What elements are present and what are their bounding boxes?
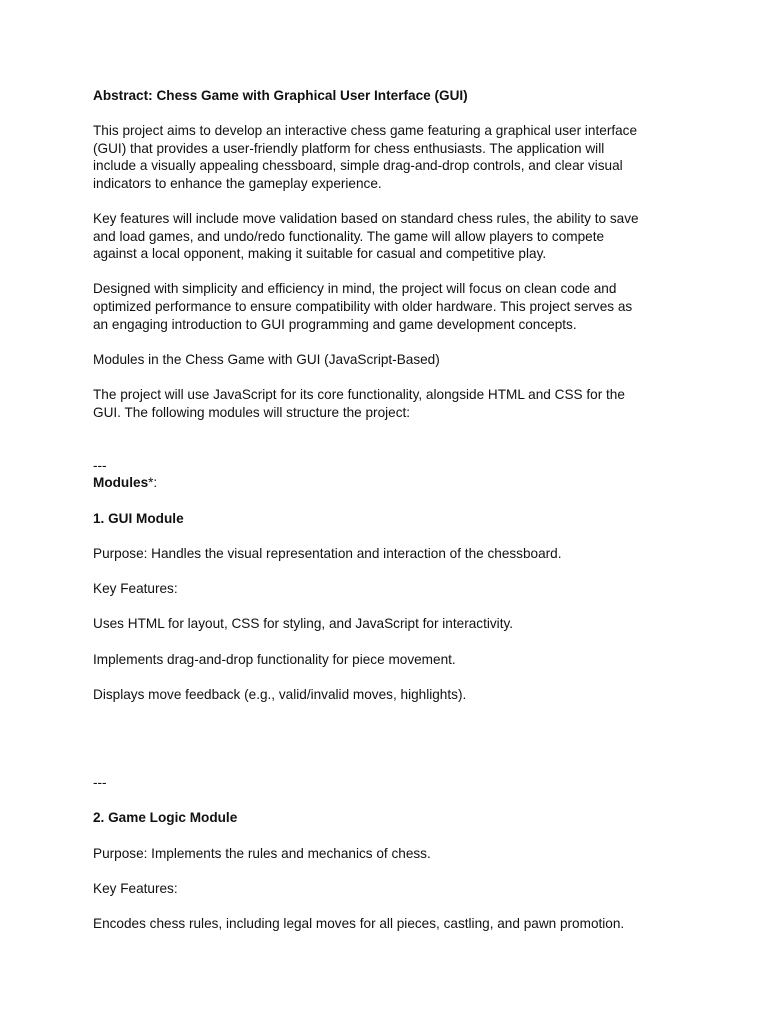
- separator: ---: [93, 458, 107, 473]
- paragraph-line: GUI. The following modules will structure the project:: [93, 405, 411, 420]
- paragraph-line: indicators to enhance the gameplay experience.: [93, 176, 382, 191]
- modules-label-suffix: *:: [148, 475, 158, 490]
- paragraph-line: This project aims to develop an interactive chess game featuring a graphical user interface: [93, 123, 638, 138]
- paragraph-line: include a visually appealing chessboard, simple drag-and-drop controls, and clear visual: [93, 158, 623, 173]
- module-1-purpose: Purpose: Handles the visual representation and interaction of the chessboard.: [93, 546, 562, 561]
- document-title: Abstract: Chess Game with Graphical User Interface (GUI): [93, 88, 468, 103]
- paragraph-line: Designed with simplicity and efficiency in mind, the project will focus on clean code and: [93, 281, 617, 296]
- module-1-key-features-label: Key Features:: [93, 581, 178, 596]
- paragraph-line: (GUI) that provides a user-friendly platform for chess enthusiasts. The application will: [93, 141, 605, 156]
- paragraph-line: and load games, and undo/redo functionality. The game will allow players to compete: [93, 229, 605, 244]
- modules-heading: Modules in the Chess Game with GUI (JavaScript-Based): [93, 352, 440, 367]
- paragraph-line: an engaging introduction to GUI programming and game development concepts.: [93, 317, 577, 332]
- module-2-heading: 2. Game Logic Module: [93, 810, 238, 825]
- separator: ---: [93, 775, 107, 790]
- module-1-feature: Uses HTML for layout, CSS for styling, and JavaScript for interactivity.: [93, 616, 514, 631]
- modules-label: [93, 474, 157, 492]
- paragraph-line: optimized performance to ensure compatibility with older hardware. This project serves as: [93, 299, 633, 314]
- module-2-key-features-label: Key Features:: [93, 881, 178, 896]
- module-1-feature: Displays move feedback (e.g., valid/invalid moves, highlights).: [93, 687, 467, 702]
- module-1-feature: Implements drag-and-drop functionality for piece movement.: [93, 652, 456, 667]
- module-2-purpose: Purpose: Implements the rules and mechanics of chess.: [93, 846, 431, 861]
- module-2-feature: Encodes chess rules, including legal moves for all pieces, castling, and pawn promotion.: [93, 916, 625, 931]
- module-1-heading: 1. GUI Module: [93, 511, 184, 526]
- paragraph-line: The project will use JavaScript for its core functionality, alongside HTML and CSS for the: [93, 387, 625, 402]
- paragraph-line: Key features will include move validation based on standard chess rules, the ability to save: [93, 211, 639, 226]
- modules-label-bold: Modules: [93, 475, 149, 490]
- paragraph-line: against a local opponent, making it suitable for casual and competitive play.: [93, 246, 547, 261]
